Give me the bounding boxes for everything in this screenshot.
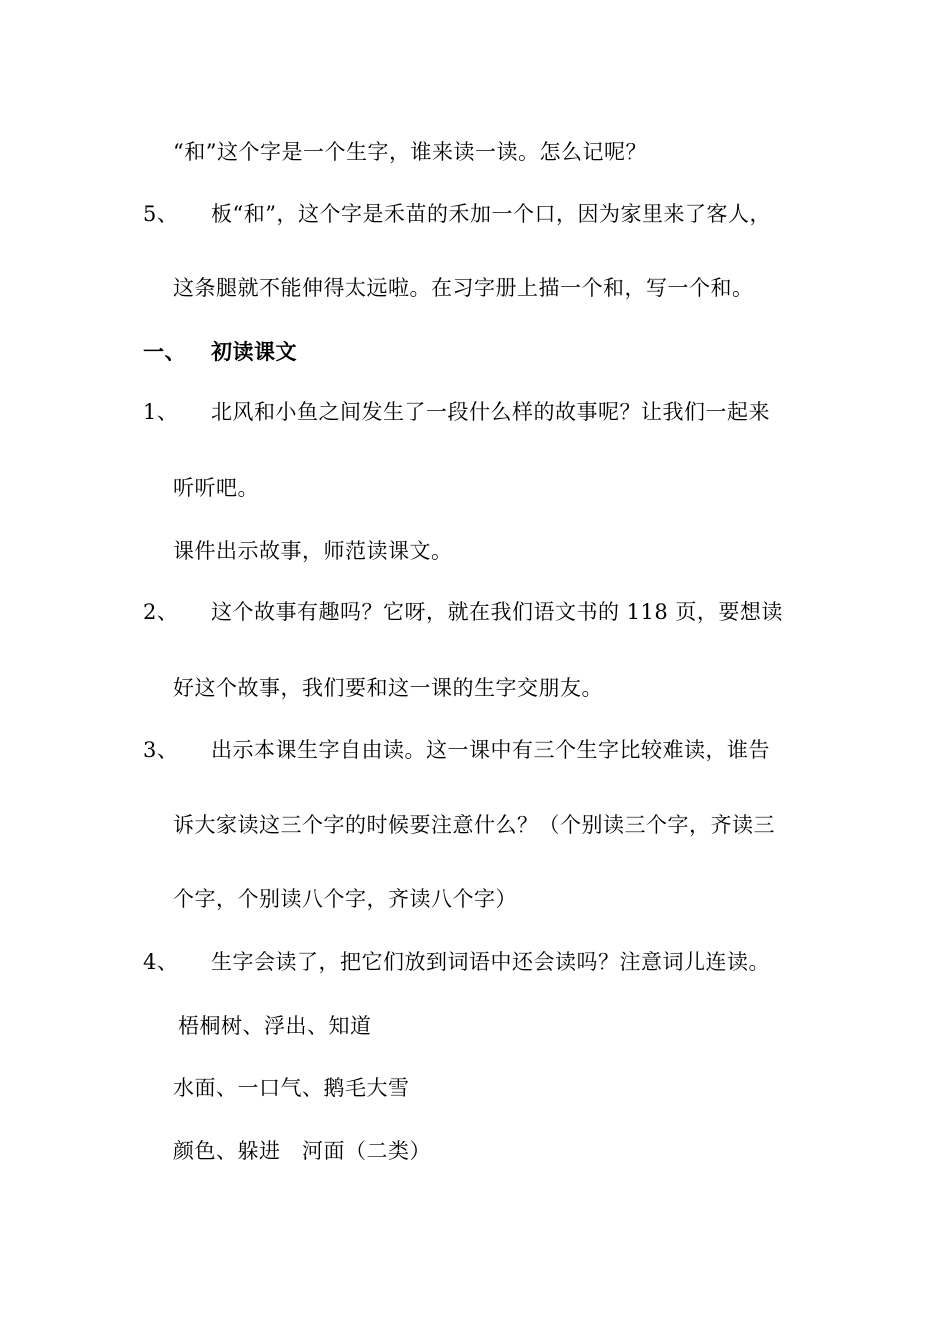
item-3-text: 出示本课生字自由读。这一课中有三个生字比较难读，谁告 — [211, 738, 770, 762]
word-list-1: 梧桐树、浮出、知道 — [178, 1014, 372, 1038]
item-5-continuation: 这条腿就不能伸得太远啦。在习字册上描一个和，写一个和。 — [173, 276, 754, 300]
item-1-extra: 课件出示故事，师范读课文。 — [173, 539, 453, 563]
item-3-continuation-2: 个字，个别读八个字，齐读八个字） — [173, 887, 517, 911]
section-1-title: 初读课文 — [211, 339, 297, 364]
item-5-number: 5、 — [143, 202, 179, 226]
item-1-continuation: 听听吧。 — [173, 476, 259, 500]
item-1-text: 北风和小鱼之间发生了一段什么样的故事呢？让我们一起来 — [211, 400, 770, 424]
item-5-text: 板“和”，这个字是禾苗的禾加一个口，因为家里来了客人， — [211, 202, 771, 226]
item-1-number: 1、 — [143, 400, 179, 424]
word-list-2: 水面、一口气、鹅毛大雪 — [173, 1076, 410, 1100]
item-2-continuation: 好这个故事，我们要和这一课的生字交朋友。 — [173, 676, 603, 700]
item-4-number: 4、 — [143, 950, 179, 974]
item-3-continuation-1: 诉大家读这三个字的时候要注意什么？（个别读三个字，齐读三 — [173, 813, 775, 837]
item-4-text: 生字会读了，把它们放到词语中还会读吗？注意词儿连读。 — [211, 950, 770, 974]
word-list-3: 颜色、躲进 河面（二类） — [173, 1139, 431, 1163]
item-2-number: 2、 — [143, 600, 179, 624]
section-1-number: 一、 — [143, 339, 186, 364]
item-3-number: 3、 — [143, 738, 179, 762]
item-2-text: 这个故事有趣吗？它呀，就在我们语文书的 118 页，要想读 — [211, 600, 783, 624]
intro-line: “和”这个字是一个生字，谁来读一读。怎么记呢？ — [173, 140, 647, 164]
